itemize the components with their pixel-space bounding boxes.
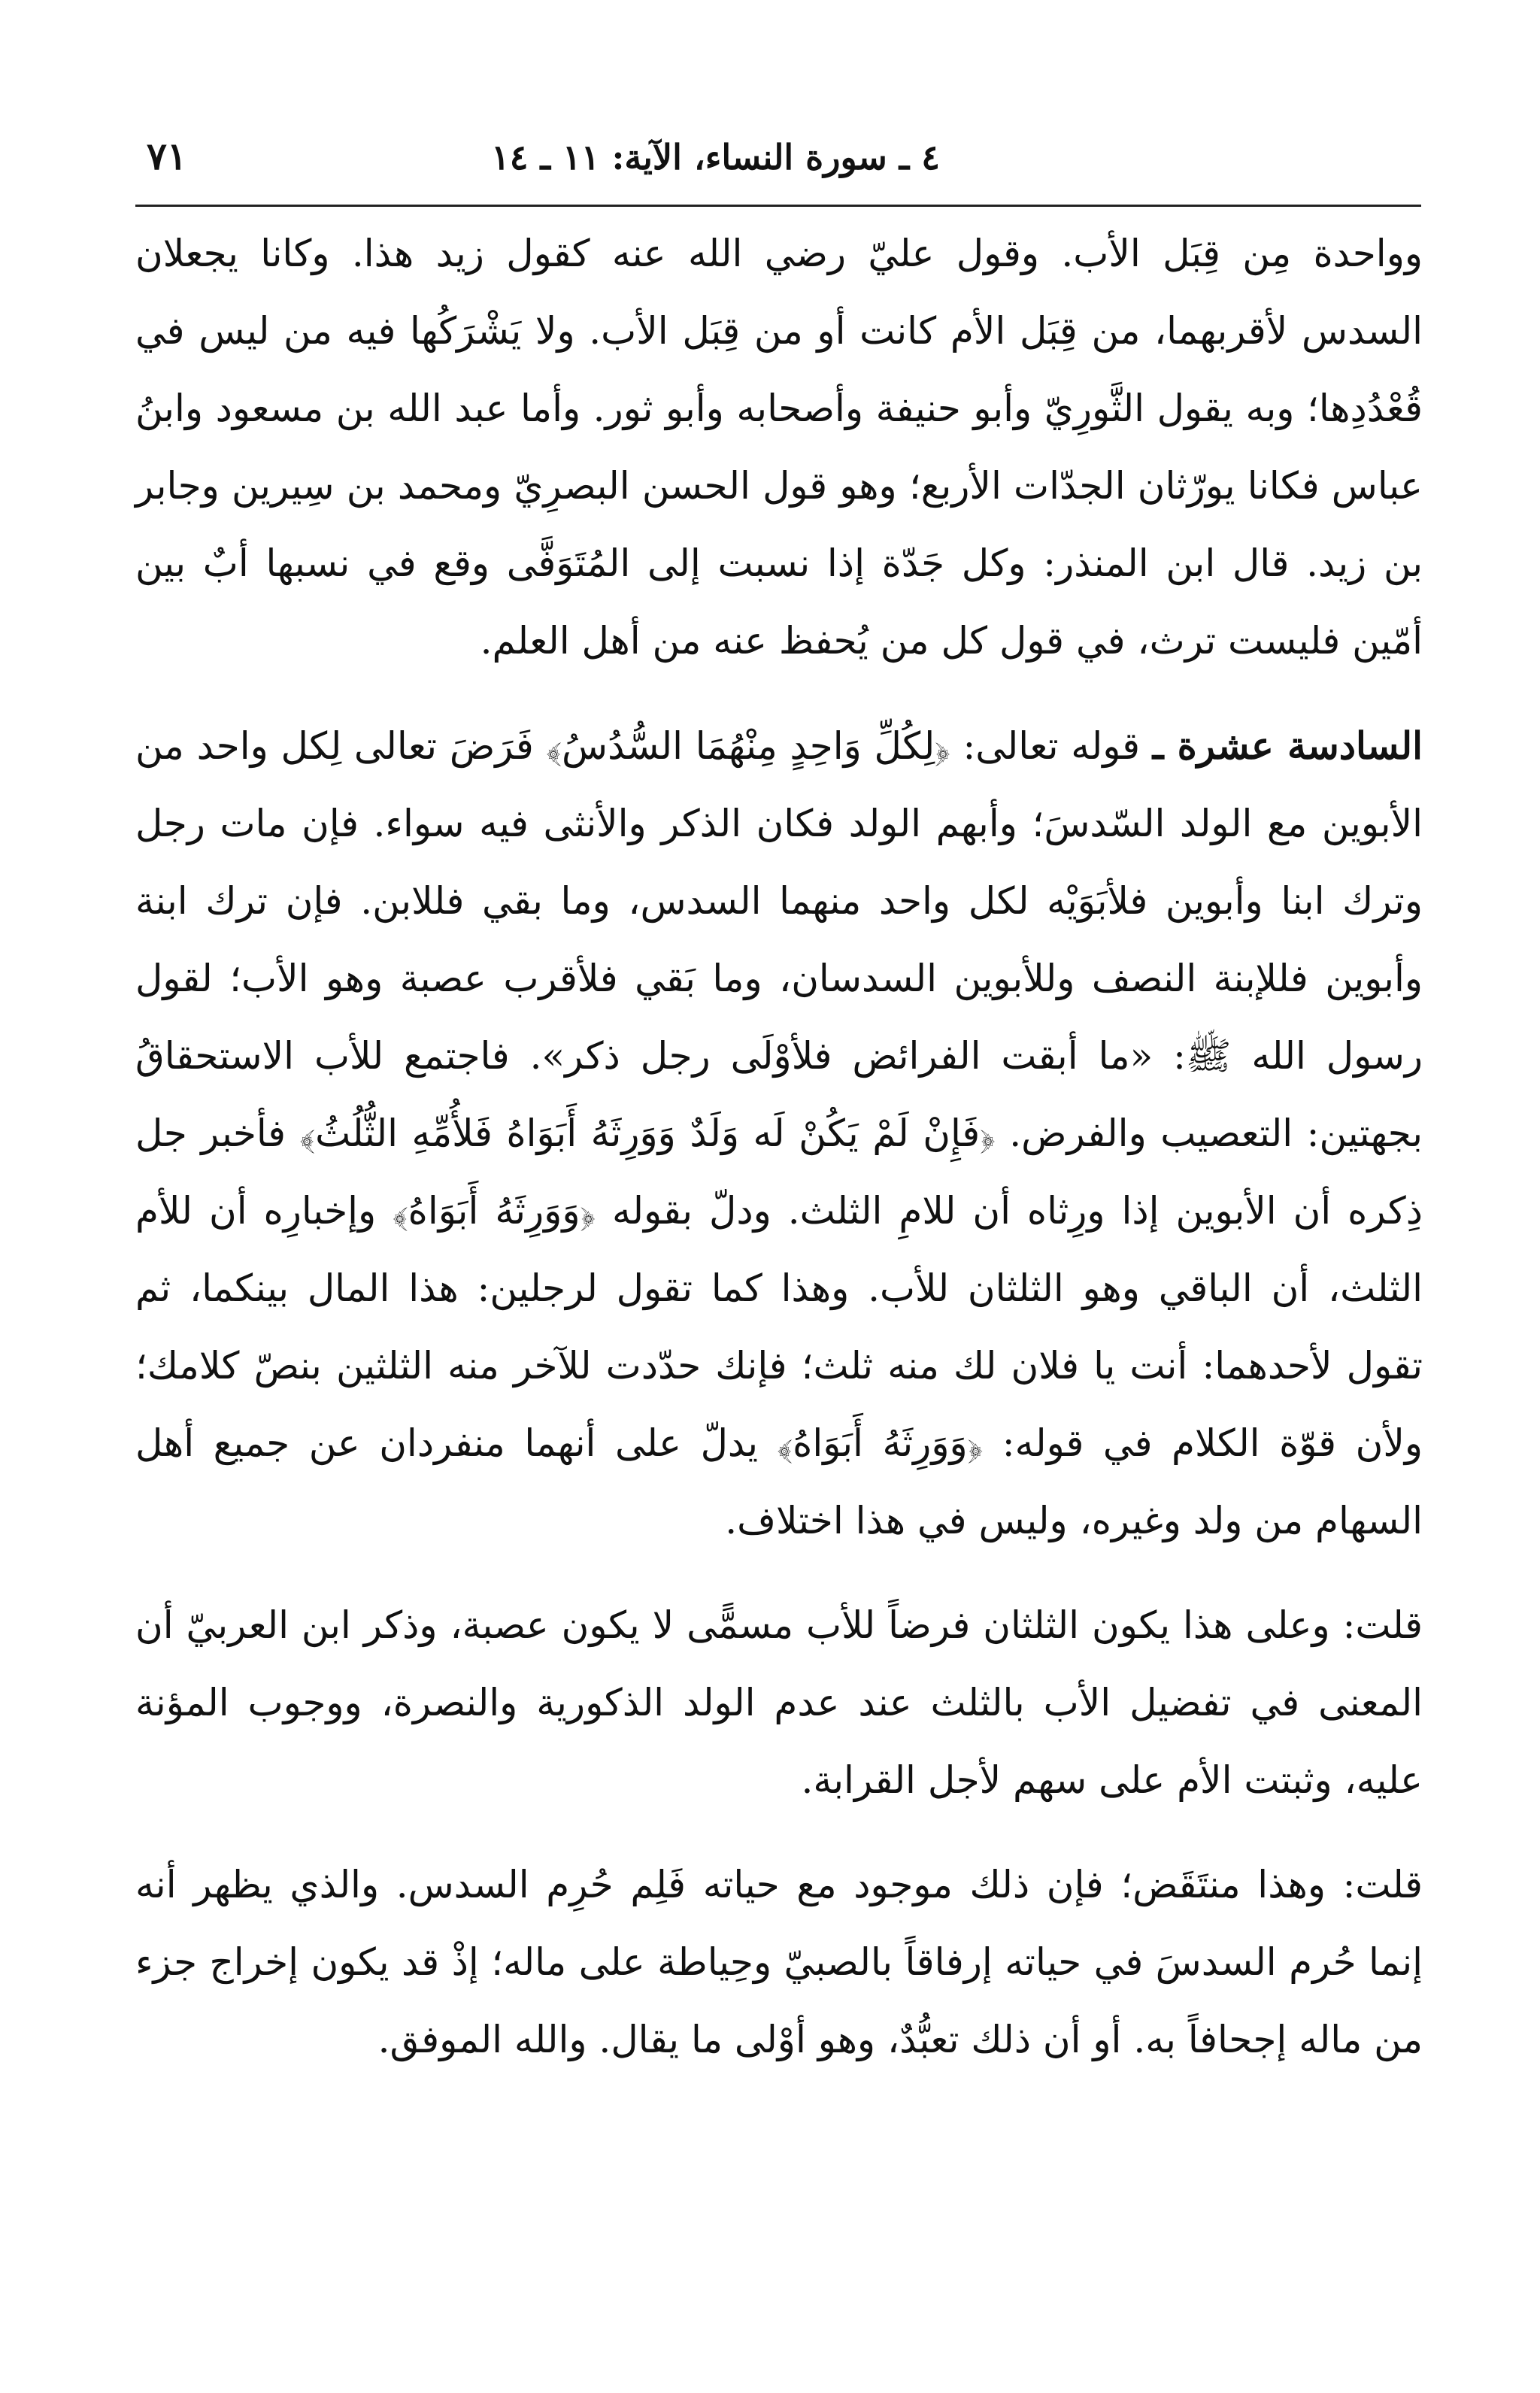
paragraph-text: قوله تعالى: ﴿لِكُلِّ وَاحِدٍ مِنْهُمَا السُّدُسُ﴾ فَرَضَ تعالى لِكل واحد من الأبوين مع الولد السّدسَ؛ وأبهم الولد فكان الذكر والأنثى فيه سواء. فإن مات رجل وترك ابنا وأبوين فلأبَوَيْه لكل واحد منهما السدس، وما بقي فللابن. فإن ترك ابنة وأبوين فللإبنة النصف وللأبوين السدسان، وما بَقي فلأقرب عصبة وهو الأب؛ لقول رسول الله ﷺ: «ما أبقت الفرائض فلأوْلَى رجل ذكر». فاجتمع للأب الاستحقاقُ بجهتين: التعصيب والفرض. ﴿فَإِنْ لَمْ يَكُنْ لَه وَلَدٌ وَوَرِثَهُ أَبَوَاهُ فَلأُمِّهِ الثُّلُثُ﴾ فأخبر جل ذِكره أن الأبوين إذا ورِثاه أن للامِ الثلث. ودلّ بقوله ﴿وَوَرِثَهُ أَبَوَاهُ﴾ وإخبارِه أن للأم الثلث، أن الباقي وهو الثلثان للأب. وهذا كما تقول لرجلين: هذا المال بينكما، ثم تقول لأحدهما: أنت يا فلان لك منه ثلث؛ فإنك حدّدت للآخر منه الثلثين بنصّ كلامك؛ ولأن قوّة الكلام في قوله: ﴿وَوَرِثَهُ أَبَوَاهُ﴾ يدلّ على أنهما منفردان عن جميع أهل السهام من ولد وغيره، وليس في هذا اختلاف. [135, 724, 1423, 1542]
page-number: ٧١ [147, 134, 187, 178]
section-heading: السادسة عشرة ـ [1152, 723, 1423, 768]
paragraph-note-one [135, 1587, 1423, 1819]
paragraph-text: قلت: وعلى هذا يكون الثلثان فرضاً للأب مسمًّى لا يكون عصبة، وذكر ابن العربيّ أن المعنى في تفضيل الأب بالثلث عند عدم الولد الذكورية والنصرة، ووجوب المؤنة عليه، وثبتت الأم على سهم لأجل القرابة. [135, 1603, 1423, 1802]
paragraph-grandmothers-inheritance [135, 215, 1423, 680]
paragraph-note-two [135, 1846, 1423, 2079]
paragraph-text: وواحدة مِن قِبَل الأب. وقول عليّ رضي الله عنه كقول زيد هذا. وكانا يجعلان السدس لأقربهما، من قِبَل الأم كانت أو من قِبَل الأب. ولا يَشْرَكُها فيه من ليس في قُعْدُدِها؛ وبه يقول الثَّورِيّ وأبو حنيفة وأصحابه وأبو ثور. وأما عبد الله بن مسعود وابنُ عباس فكانا يورّثان الجدّات الأربع؛ وهو قول الحسن البصرِيّ ومحمد بن سِيرين وجابر بن زيد. قال ابن المنذر: وكل جَدّة إذا نسبت إلى المُتَوَفَّى وقع في نسبها أبٌ بين أمّين فليست ترث، في قول كل من يُحفظ عنه من أهل العلم. [135, 232, 1423, 663]
header-divider [135, 205, 1421, 207]
paragraph-text: قلت: وهذا منتَقَض؛ فإن ذلك موجود مع حياته فَلِم حُرِم السدس. والذي يظهر أنه إنما حُرم السدسَ في حياته إرفاقاً بالصبيّ وحِياطة على ماله؛ إذْ قد يكون إخراج جزء من ماله إجحافاً به. أو أن ذلك تعبُّدٌ، وهو أوْلى ما يقال. والله الموفق. [135, 1863, 1423, 2061]
page-header [135, 134, 1421, 194]
paragraph-sixteenth-issue [135, 707, 1423, 1560]
surah-title: ٤ ـ سورة النساء، الآية: ١١ ـ ١٤ [491, 137, 940, 177]
page-body [135, 215, 1423, 2079]
